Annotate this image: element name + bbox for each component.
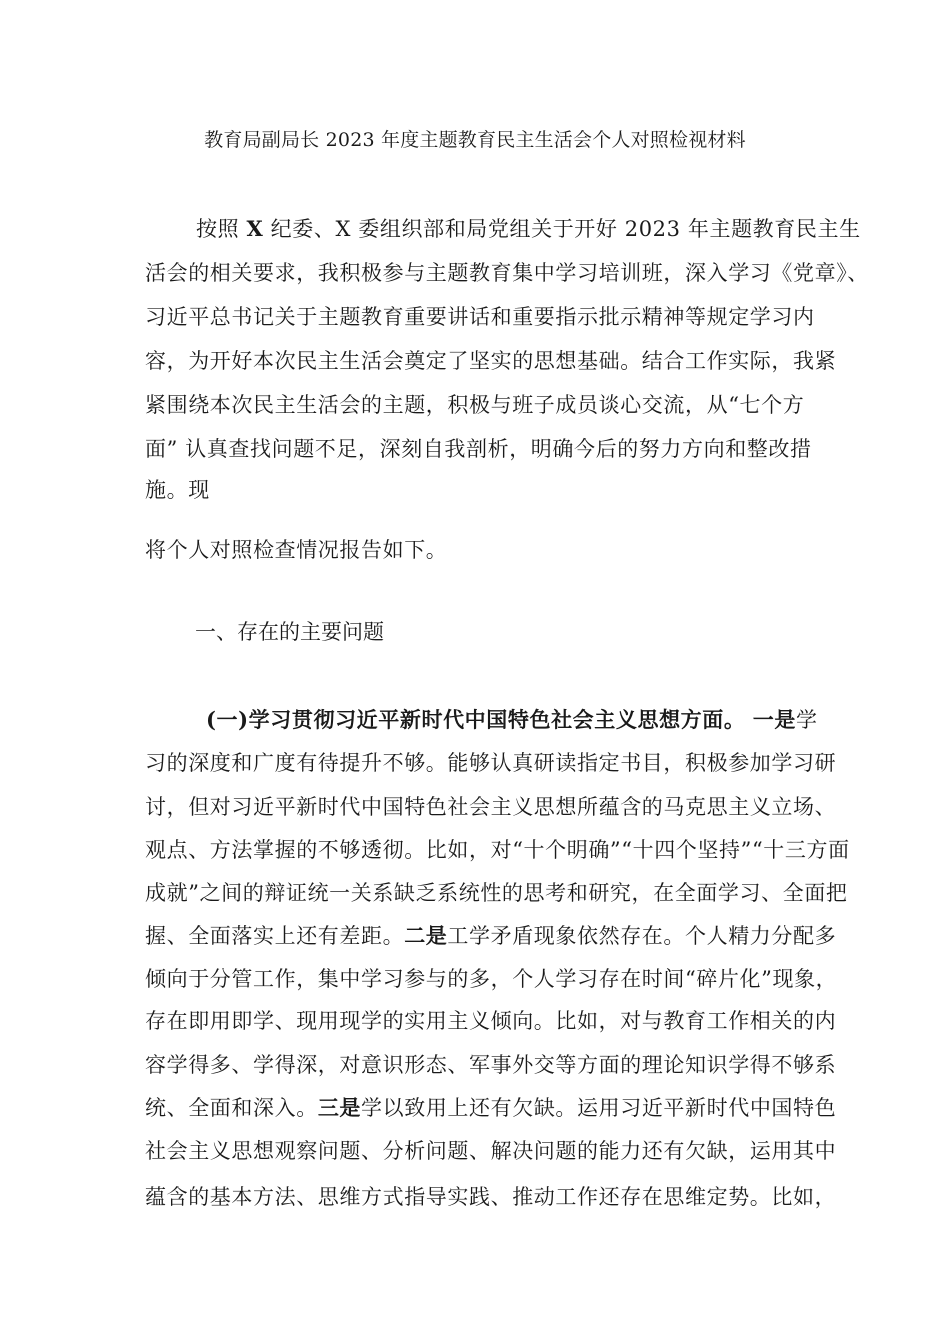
text-line <box>145 748 836 778</box>
text-run: 按照 <box>196 217 247 241</box>
text-line <box>145 258 869 288</box>
text-run: 施。现 <box>145 478 210 502</box>
text-line <box>145 921 836 951</box>
text-line <box>145 434 812 464</box>
text-run: 存在即用即学、现用现学的实用主义倾向。比如，对与教育工作相关的内 <box>145 1009 837 1033</box>
text-run: 面” 认真查找问题不足，深刻自我剖析，明确今后的努力方向和整改措 <box>145 437 812 461</box>
text-line <box>145 1006 836 1036</box>
text-line <box>145 535 447 565</box>
text-line <box>145 1182 836 1212</box>
text-line <box>145 346 836 376</box>
text-run: 纪委、X 委组织部和局党组关于开好 2023 年主题教育民主生 <box>263 217 861 241</box>
text-line <box>145 302 815 332</box>
text-run <box>745 708 752 732</box>
text-run: 容学得多、学得深，对意识形态、军事外交等方面的理论知识学得不够系 <box>145 1053 837 1077</box>
text-line <box>145 792 836 822</box>
text-line <box>145 475 210 505</box>
text-line <box>145 835 850 865</box>
text-run: 握、全面落实上还有差距。 <box>145 924 405 948</box>
text-run: 统、全面和深入。 <box>145 1096 318 1120</box>
text-line <box>145 1136 836 1166</box>
text-run: 习的深度和广度有待提升不够。能够认真研读指定书目，积极参加学习研 <box>145 751 837 775</box>
text-run: 活会的相关要求，我积极参与主题教育集中学习培训班，深入学习《党章》、 <box>145 261 869 285</box>
bold-text: 三是 <box>317 1095 362 1120</box>
section-heading: 一、存在的主要问题 <box>195 620 384 644</box>
text-line <box>145 878 848 908</box>
text-run: 倾向于分管工作，集中学习参与的多，个人学习存在时间“碎片化”现象， <box>145 967 838 991</box>
text-run: 工学矛盾现象依然存在。个人精力分配多 <box>447 924 837 948</box>
text-run: 成就”之间的辩证统一关系缺乏系统性的思考和研究，在全面学习、全面把 <box>145 881 848 905</box>
text-line <box>145 1050 836 1080</box>
bold-text: 二是 <box>404 923 448 948</box>
text-run: 蕴含的基本方法、思维方式指导实践、推动工作还存在思维定势。比如， <box>145 1185 837 1209</box>
text-run: 学以致用上还有欠缺。运用习近平新时代中国特色 <box>361 1096 837 1120</box>
bold-text: X <box>246 216 264 241</box>
text-run: 习近平总书记关于主题教育重要讲话和重要指示批示精神等规定学习内 <box>145 305 815 329</box>
text-run: 讨，但对习近平新时代中国特色社会主义思想所蕴含的马克思主义立场、 <box>145 795 837 819</box>
text-line <box>196 214 861 244</box>
text-run: 社会主义思想观察问题、分析问题、解决问题的能力还有欠缺，运用其中 <box>145 1139 837 1163</box>
text-line <box>145 390 804 420</box>
text-line <box>145 1093 836 1123</box>
text-run: 学 <box>795 708 818 732</box>
text-run: 将个人对照检查情况报告如下。 <box>145 538 448 562</box>
bold-text: (一)学习贯彻习近平新时代中国特色社会主义思想方面。 <box>206 707 746 732</box>
document-title: 教育局副局长 2023 年度主题教育民主生活会个人对照检视材料 <box>204 129 746 151</box>
text-line <box>145 964 837 994</box>
text-line <box>206 705 818 735</box>
text-run: 观点、方法掌握的不够透彻。比如，对“十个明确”“十四个坚持”“十三方面 <box>145 838 850 862</box>
text-run: 容，为开好本次民主生活会奠定了坚实的思想基础。结合工作实际，我紧 <box>145 349 837 373</box>
bold-text: 一是 <box>752 707 796 732</box>
text-run: 紧围绕本次民主生活会的主题，积极与班子成员谈心交流，从“七个方 <box>145 393 805 417</box>
